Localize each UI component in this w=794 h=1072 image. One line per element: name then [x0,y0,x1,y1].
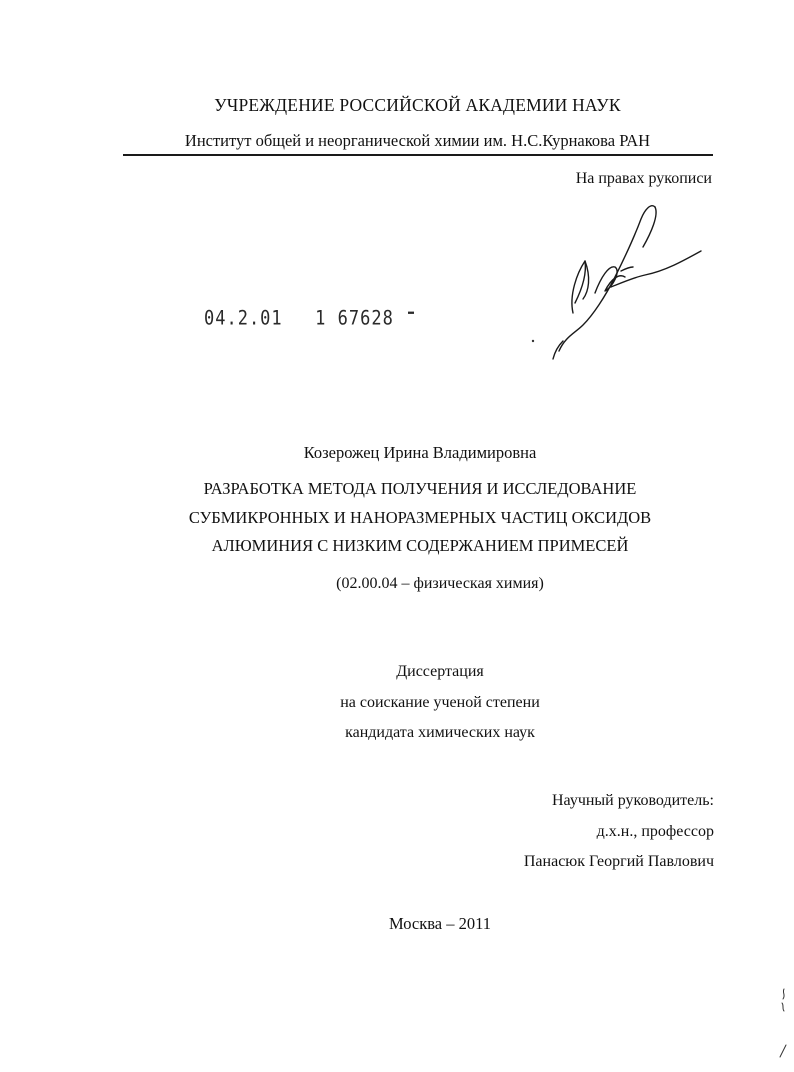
institute-name: Институт общей и неорганической химии им. Н.С.Курнакова РАН [184,131,651,150]
rights-note: На правах рукописи [575,170,712,187]
handwritten-signature [525,195,715,365]
title-line: СУБМИКРОННЫХ И НАНОРАЗМЕРНЫХ ЧАСТИЦ ОКСИДОВ [188,507,652,527]
degree-statement [220,657,660,749]
place-and-year: Москва – 2011 [388,914,492,933]
title-line: РАЗРАБОТКА МЕТОДА ПОЛУЧЕНИЯ И ИССЛЕДОВАНИЕ [203,479,637,498]
author-name: Козерожец Ирина Владимировна [303,443,537,462]
dissertation-title [120,475,720,561]
advisor-credentials: д.х.н., профессор [596,822,714,840]
organization-heading: УЧРЕЖДЕНИЕ РОССИЙСКОЙ АКАДЕМИИ НАУК [214,95,621,115]
header-divider [123,154,713,156]
stamp-code-prefix: 04.2.01 [204,307,283,330]
stamp-code-number: 1 67628 [315,307,394,330]
degree-line: на соискание ученой степени [340,693,540,711]
degree-line: кандидата химических наук [345,724,535,741]
advisor-block [430,786,714,878]
archive-stamp [204,307,414,330]
specialty-code: (02.00.04 – физическая химия) [336,575,544,592]
stamp-tick-mark [408,312,414,314]
degree-line: Диссертация [396,663,484,680]
advisor-role: Научный руководитель: [551,792,714,809]
advisor-name: Панасюк Георгий Павлович [523,853,714,870]
margin-scan-marks [770,985,792,1065]
title-line: АЛЮМИНИЯ С НИЗКИМ СОДЕРЖАНИЕМ ПРИМЕСЕЙ [211,536,629,555]
